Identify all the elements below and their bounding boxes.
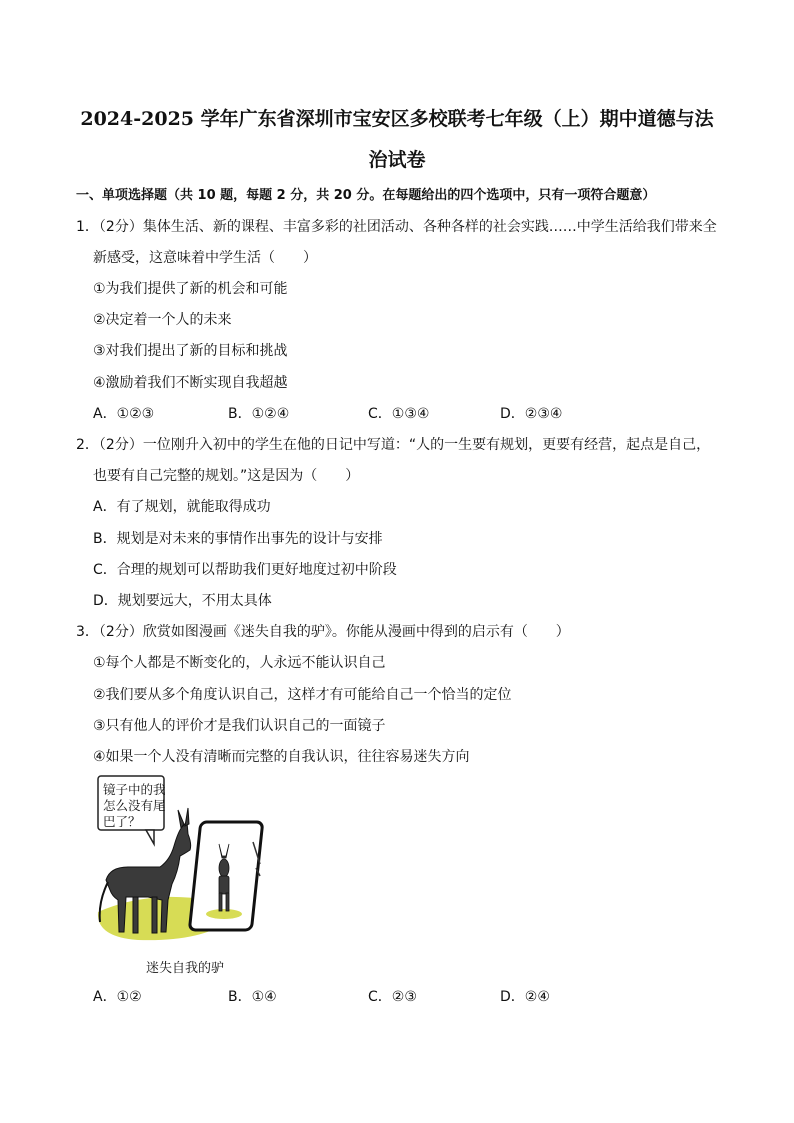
cartoon-caption: 迷失自我的驴 <box>146 961 225 976</box>
q1-item-2: ②决定着一个人的未来 <box>93 312 232 328</box>
q1-item-1: ①为我们提供了新的机会和可能 <box>93 281 288 297</box>
q1-stem: 1．（2分）集体生活、新的课程、丰富多彩的社团活动、各种各样的社会实践……中学生活给我们带来全 <box>76 219 717 235</box>
q3-option-b: B．①④ <box>228 989 277 1005</box>
q2-option-c: C．合理的规划可以帮助我们更好地度过初中阶段 <box>93 562 397 578</box>
speech-bubble-tail <box>146 830 154 844</box>
q1-option-d: D．②③④ <box>500 406 563 422</box>
q2-stem: 2．（2分）一位刚升入初中的学生在他的日记中写道：“人的一生要有规划，更要有经营，起点是自己， <box>76 437 711 453</box>
donkey-mirror-cartoon <box>88 772 288 972</box>
q1-option-a: A．①②③ <box>93 406 155 422</box>
q3-item-4: ④如果一个人没有清晰而完整的自我认识，往往容易迷失方向 <box>93 749 470 765</box>
q3-stem: 3．（2分）欣赏如图漫画《迷失自我的驴》。你能从漫画中得到的启示有（ ） <box>76 624 570 640</box>
q3-item-2: ②我们要从多个角度认识自己，这样才有可能给自己一个恰当的定位 <box>93 687 512 703</box>
section-heading: 一、单项选择题（共 10 题，每题 2 分，共 20 分。在每题给出的四个选项中，只有一项符合题意） <box>76 188 656 203</box>
q1-item-4: ④激励着我们不断实现自我超越 <box>93 375 288 391</box>
q2-option-b: B．规划是对未来的事情作出事先的设计与安排 <box>93 531 383 547</box>
q1-stem-continued: 新感受，这意味着中学生活（ ） <box>93 250 317 266</box>
q3-option-c: C．②③ <box>368 989 417 1005</box>
q3-item-3: ③只有他人的评价才是我们认识自己的一面镜子 <box>93 718 386 734</box>
page-title: 2024-2025 学年广东省深圳市宝安区多校联考七年级（上）期中道德与法 <box>80 108 714 130</box>
bubble-line-3: 巴了？ <box>103 814 141 829</box>
mirror-icon <box>189 822 262 930</box>
q1-option-c: C．①③④ <box>368 406 430 422</box>
page-title-continued: 治试卷 <box>368 149 426 171</box>
q2-stem-continued: 也要有自己完整的规划。”这是因为（ ） <box>93 468 360 484</box>
q3-item-1: ①每个人都是不断变化的，人永远不能认识自己 <box>93 655 386 671</box>
q1-item-3: ③对我们提出了新的目标和挑战 <box>93 343 288 359</box>
q2-option-a: A．有了规划，就能取得成功 <box>93 499 271 515</box>
bubble-line-2: 怎么没有尾 <box>103 798 166 813</box>
q3-option-a: A．①② <box>93 989 142 1005</box>
bubble-line-1: 镜子中的我 <box>103 782 166 797</box>
q2-option-d: D．规划要远大，不用太具体 <box>93 593 272 609</box>
q3-option-d: D．②④ <box>500 989 550 1005</box>
q1-option-b: B．①②④ <box>228 406 290 422</box>
